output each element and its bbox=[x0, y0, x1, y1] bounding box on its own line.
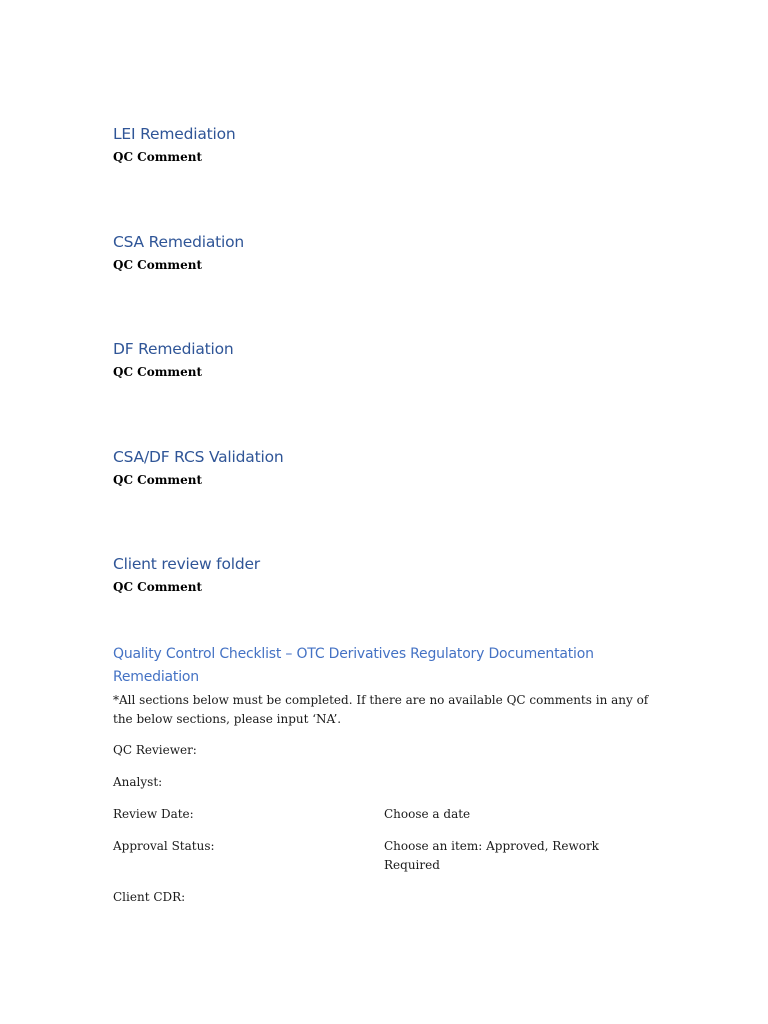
heading-df-remediation: DF Remediation bbox=[113, 340, 234, 358]
date-picker-review-date[interactable]: Choose a date bbox=[384, 807, 471, 821]
field-label-analyst: Analyst: bbox=[113, 775, 163, 789]
qc-comment-label: QC Comment bbox=[113, 580, 203, 594]
heading-csa-df-rcs-validation: CSA/DF RCS Validation bbox=[113, 448, 284, 466]
qc-comment-label: QC Comment bbox=[113, 365, 203, 379]
checklist-instructions: *All sections below must be completed. If there are no available QC comments in any of the below sections, please input ‘NA’. bbox=[113, 693, 649, 726]
heading-lei-remediation: LEI Remediation bbox=[113, 125, 236, 143]
qc-comment-label: QC Comment bbox=[113, 150, 203, 164]
qc-comment-label: QC Comment bbox=[113, 258, 203, 272]
dropdown-approval-status[interactable]: Choose an item: Approved, Rework Required bbox=[384, 839, 599, 872]
checklist-title: Quality Control Checklist – OTC Derivatives Regulatory Documentation Remediation bbox=[113, 646, 594, 685]
field-label-client-cdr: Client CDR: bbox=[113, 890, 186, 904]
field-label-approval-status: Approval Status: bbox=[113, 839, 215, 853]
field-label-review-date: Review Date: bbox=[113, 807, 194, 821]
field-label-qc-reviewer: QC Reviewer: bbox=[113, 743, 197, 757]
qc-comment-label: QC Comment bbox=[113, 473, 203, 487]
heading-client-review-folder: Client review folder bbox=[113, 555, 260, 573]
heading-csa-remediation: CSA Remediation bbox=[113, 233, 245, 251]
